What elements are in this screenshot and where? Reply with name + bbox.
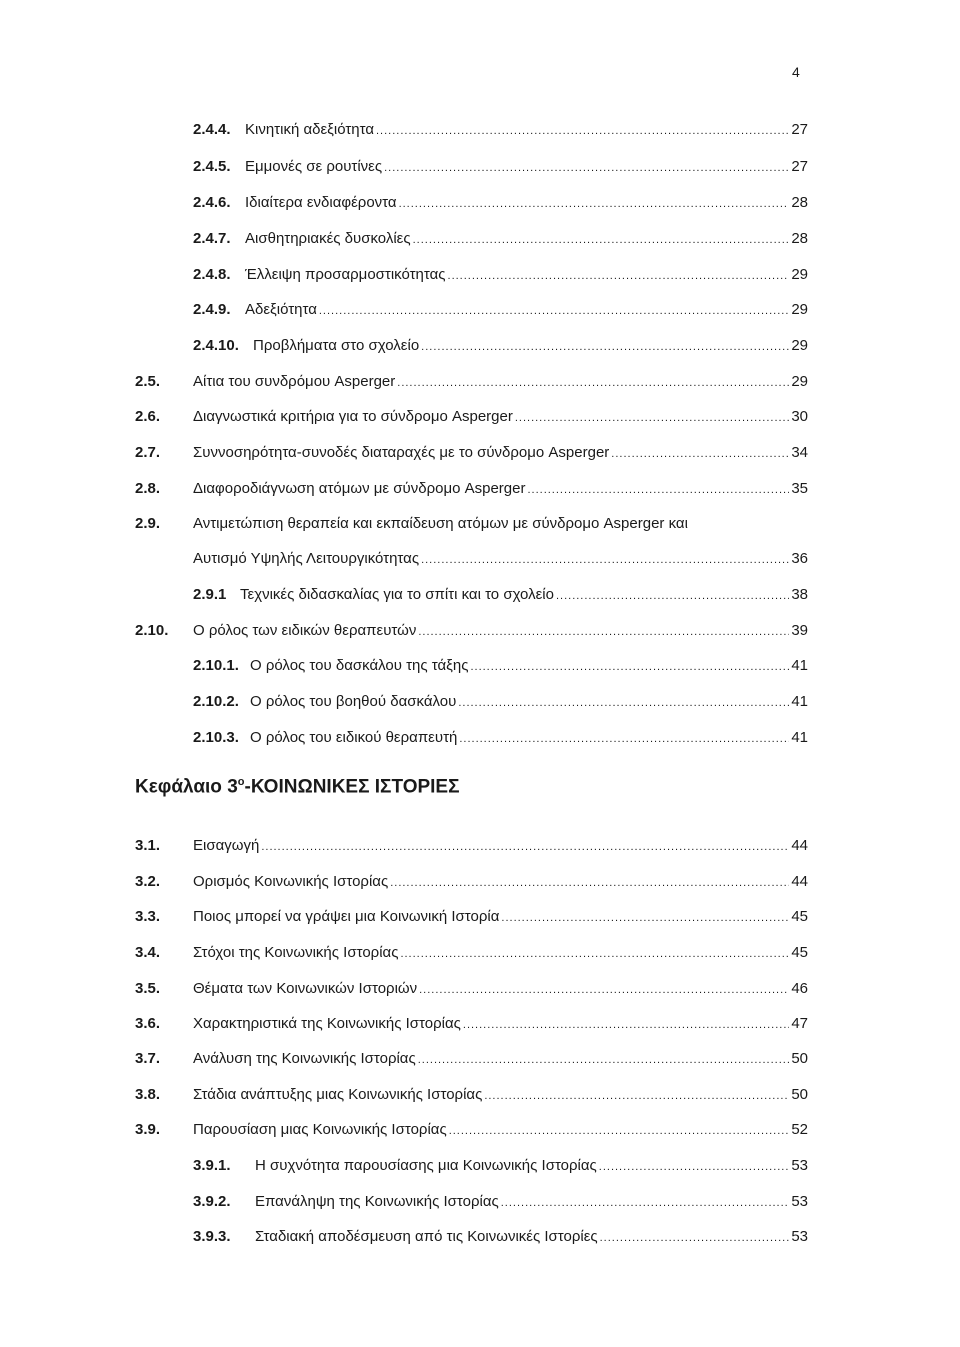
toc-entry-page: 36	[791, 550, 808, 567]
toc-entry-number: 2.7.	[135, 444, 161, 461]
toc-entry-number: 2.4.10.	[193, 337, 239, 354]
toc-entry-title: Εισαγωγή	[193, 837, 260, 854]
toc-entry-title: Επανάληψη της Κοινωνικής Ιστορίας	[255, 1193, 499, 1210]
toc-entry-title: Θέματα των Κοινωνικών Ιστοριών	[193, 980, 418, 997]
toc-entry[interactable]	[135, 1014, 808, 1035]
toc-entry-number: 2.9.1	[193, 586, 227, 603]
toc-entry-title: Προβλήματα στο σχολείο	[253, 337, 420, 354]
toc-entry[interactable]	[193, 265, 808, 286]
toc-entry[interactable]	[193, 656, 808, 677]
toc-entry-number: 3.3.	[135, 908, 161, 925]
toc-entry[interactable]	[193, 1227, 808, 1248]
toc-entry[interactable]	[193, 336, 808, 357]
toc-entry-title: Αυτισμό Υψηλής Λειτουργικότητας	[193, 550, 420, 567]
toc-entry[interactable]	[135, 407, 808, 428]
toc-entry[interactable]	[135, 872, 808, 893]
toc-entry-number: 2.4.4.	[193, 121, 231, 138]
toc-entry-page: 41	[791, 657, 808, 674]
toc-entry-page: 45	[791, 908, 808, 925]
toc-leader-dots	[599, 1157, 790, 1177]
toc-entry-title: Η συχνότητα παρουσίασης μια Κοινωνικής Ιστορίας	[255, 1157, 597, 1174]
toc-entry-page: 50	[791, 1086, 808, 1103]
toc-entry-number: 3.6.	[135, 1015, 161, 1032]
toc-entry-page: 29	[791, 301, 808, 318]
toc-entry-page: 53	[791, 1157, 808, 1174]
toc-entry-number: 2.6.	[135, 408, 161, 425]
toc-entry-page: 38	[791, 586, 808, 603]
toc-leader-dots	[463, 1015, 789, 1035]
toc-entry-page: 45	[791, 944, 808, 961]
chapter-prefix: Κεφάλαιο 3	[135, 776, 238, 798]
toc-entry-title: Ιδιαίτερα ενδιαφέροντα	[245, 194, 397, 211]
toc-entry-number: 3.9.2.	[193, 1193, 231, 1210]
toc-leader-dots	[421, 337, 789, 357]
toc-entry-title: Ποιος μπορεί να γράψει μια Κοινωνική Ιστορία	[193, 908, 500, 925]
toc-leader-dots	[419, 980, 789, 1000]
toc-leader-dots	[501, 1193, 790, 1213]
toc-entry-title: Ανάλυση της Κοινωνικής Ιστορίας	[193, 1050, 416, 1067]
toc-entry-page: 30	[791, 408, 808, 425]
toc-entry[interactable]	[193, 728, 808, 749]
toc-entry-number: 2.5.	[135, 373, 161, 390]
toc-entry-number: 3.5.	[135, 980, 161, 997]
toc-entry-title: Αισθητηριακές δυσκολίες	[245, 230, 411, 247]
toc-entry-title: Ο ρόλος του ειδικού θεραπευτή	[250, 729, 458, 746]
toc-leader-dots	[384, 158, 789, 178]
toc-leader-dots	[556, 586, 789, 606]
toc-entry-page: 28	[791, 230, 808, 247]
toc-entry[interactable]	[193, 1192, 808, 1213]
toc-entry-page: 50	[791, 1050, 808, 1067]
toc-entry-title: Αδεξιότητα	[245, 301, 317, 318]
toc-entry[interactable]	[135, 979, 808, 1000]
toc-entry[interactable]	[193, 300, 808, 321]
toc-leader-dots	[413, 230, 790, 250]
toc-leader-dots	[390, 873, 789, 893]
toc-entry[interactable]	[135, 621, 808, 642]
toc-entry-title: Στάδια ανάπτυξης μιας Κοινωνικής Ιστορίας	[193, 1086, 483, 1103]
toc-entry[interactable]	[193, 1156, 808, 1177]
toc-entry-title: Συννοσηρότητα-συνοδές διαταραχές με το σύνδρομο Asperger	[193, 444, 610, 461]
toc-leader-dots	[421, 550, 789, 570]
toc-entry-number: 2.4.5.	[193, 158, 231, 175]
toc-entry-title: Αίτια του συνδρόμου Asperger	[193, 373, 396, 390]
toc-leader-dots	[527, 480, 789, 500]
toc-entry-number: 2.4.6.	[193, 194, 231, 211]
toc-entry-title: Στόχοι της Κοινωνικής Ιστορίας	[193, 944, 399, 961]
toc-entry-page: 27	[791, 121, 808, 138]
toc-entry[interactable]	[135, 1120, 808, 1141]
toc-entry[interactable]	[193, 120, 808, 141]
toc-entry-page: 46	[791, 980, 808, 997]
toc-entry[interactable]	[135, 479, 808, 500]
toc-entry-number: 2.4.7.	[193, 230, 231, 247]
toc-leader-dots	[418, 1050, 790, 1070]
toc-entry[interactable]	[135, 836, 808, 857]
toc-entry-page: 34	[791, 444, 808, 461]
toc-entry-page: 47	[791, 1015, 808, 1032]
chapter-ordinal: ο	[237, 776, 245, 788]
toc-entry-title: Ο ρόλος του δασκάλου της τάξης	[250, 657, 469, 674]
toc-entry-title: Ορισμός Κοινωνικής Ιστορίας	[193, 873, 389, 890]
toc-entry-title: Ο ρόλος των ειδικών θεραπευτών	[193, 622, 417, 639]
toc-leader-dots	[418, 622, 789, 642]
toc-leader-dots	[484, 1086, 789, 1106]
toc-leader-dots	[515, 408, 789, 428]
toc-leader-dots	[397, 373, 789, 393]
toc-entry-page: 28	[791, 194, 808, 211]
toc-entry-title: Τεχνικές διδασκαλίας για το σπίτι και το σχολείο	[240, 586, 554, 603]
chapter-title: -ΚΟΙΝΩΝΙΚΕΣ ΙΣΤΟΡΙΕΣ	[244, 776, 460, 798]
toc-entry-multiline[interactable]	[135, 514, 688, 534]
toc-entry-number: 2.10.1.	[193, 657, 239, 674]
toc-entry-title: Κινητική αδεξιότητα	[245, 121, 374, 138]
toc-leader-dots	[611, 444, 789, 464]
toc-leader-dots	[319, 301, 789, 321]
toc-entry-title: Αντιμετώπιση θεραπεία και εκπαίδευση ατόμων με σύνδρομο Asperger και	[193, 515, 688, 532]
toc-leader-dots	[399, 194, 790, 214]
toc-entry[interactable]	[193, 692, 808, 713]
toc-entry-number: 2.10.2.	[193, 693, 239, 710]
toc-entry-title: Διαφοροδιάγνωση ατόμων με σύνδρομο Asperger	[193, 480, 526, 497]
toc-leader-dots	[470, 657, 789, 677]
toc-entry-page: 41	[791, 693, 808, 710]
toc-entry-number: 3.7.	[135, 1050, 161, 1067]
toc-entry-number: 3.2.	[135, 873, 161, 890]
toc-leader-dots	[459, 729, 789, 749]
toc-entry-page: 53	[791, 1193, 808, 1210]
toc-entry[interactable]	[193, 157, 808, 178]
toc-leader-dots	[501, 908, 789, 928]
toc-entry[interactable]	[135, 943, 808, 964]
toc-entry-title: Χαρακτηριστικά της Κοινωνικής Ιστορίας	[193, 1015, 461, 1032]
toc-entry-number: 3.8.	[135, 1086, 161, 1103]
toc-leader-dots	[600, 1228, 790, 1248]
toc-entry-number: 2.4.8.	[193, 266, 231, 283]
toc-entry-page: 35	[791, 480, 808, 497]
toc-leader-dots	[458, 693, 789, 713]
toc-entry-title: Διαγνωστικά κριτήρια για το σύνδρομο Asperger	[193, 408, 513, 425]
toc-entry[interactable]	[193, 585, 808, 606]
toc-entry-number: 2.10.	[135, 622, 169, 639]
toc-entry[interactable]	[193, 193, 808, 214]
toc-entry-title: Ο ρόλος του βοηθού δασκάλου	[250, 693, 457, 710]
toc-leader-dots	[449, 1121, 790, 1141]
toc-entry[interactable]	[135, 1085, 808, 1106]
toc-entry-title: Σταδιακή αποδέσμευση από τις Κοινωνικές Ιστορίες	[255, 1228, 598, 1245]
toc-entry-page: 52	[791, 1121, 808, 1138]
toc-entry-page: 44	[791, 873, 808, 890]
toc-leader-dots	[261, 837, 789, 857]
toc-entry[interactable]	[135, 372, 808, 393]
toc-entry-number: 2.9.	[135, 515, 161, 532]
toc-entry-page: 27	[791, 158, 808, 175]
chapter-heading	[135, 776, 460, 798]
toc-entry-page: 53	[791, 1228, 808, 1245]
toc-entry-page: 44	[791, 837, 808, 854]
toc-entry-number: 2.10.3.	[193, 729, 239, 746]
toc-entry[interactable]	[135, 443, 808, 464]
toc-entry-number: 3.9.1.	[193, 1157, 231, 1174]
toc-entry-number: 3.9.	[135, 1121, 161, 1138]
toc-entry-page: 29	[791, 373, 808, 390]
toc-entry-number: 2.4.9.	[193, 301, 231, 318]
toc-entry-page: 39	[791, 622, 808, 639]
toc-entry-number: 3.9.3.	[193, 1228, 231, 1245]
toc-entry-page: 29	[791, 266, 808, 283]
toc-entry-continuation[interactable]	[193, 549, 808, 570]
toc-entry-number: 2.8.	[135, 480, 161, 497]
toc-leader-dots	[448, 266, 790, 286]
toc-entry-number: 3.1.	[135, 837, 161, 854]
toc-leader-dots	[400, 944, 789, 964]
toc-entry-number: 3.4.	[135, 944, 161, 961]
toc-entry[interactable]	[135, 907, 808, 928]
toc-entry[interactable]	[135, 1049, 808, 1070]
toc-entry-title: Έλλειψη προσαρμοστικότητας	[245, 266, 446, 283]
page-number: 4	[792, 64, 800, 80]
toc-leader-dots	[376, 121, 789, 141]
toc-entry-page: 29	[791, 337, 808, 354]
toc-entry-page: 41	[791, 729, 808, 746]
toc-entry-title: Παρουσίαση μιας Κοινωνικής Ιστορίας	[193, 1121, 447, 1138]
toc-entry-title: Εμμονές σε ρουτίνες	[245, 158, 383, 175]
toc-entry[interactable]	[193, 229, 808, 250]
